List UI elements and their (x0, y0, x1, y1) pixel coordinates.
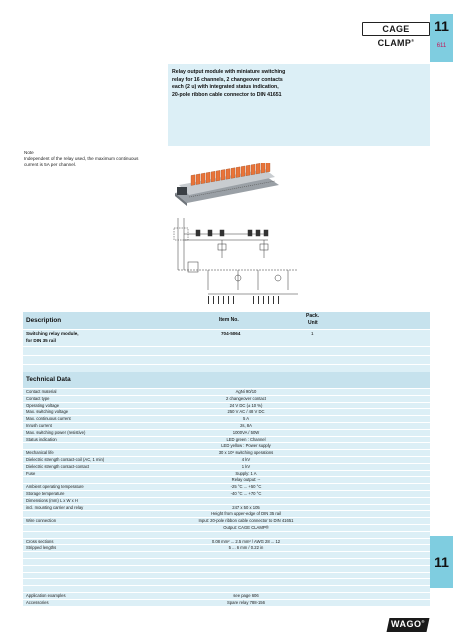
chapter-tab (430, 14, 453, 62)
spec-label: Inrush current (26, 422, 52, 428)
table-row (23, 442, 430, 449)
table-row (23, 449, 430, 456)
spec-value: LED yellow : Power supply (221, 443, 271, 449)
table-row (23, 422, 430, 429)
circuit-schematic (168, 210, 318, 308)
spec-value: -40 °C ... +70 °C (230, 490, 262, 496)
spec-label: Status indication (26, 436, 57, 442)
table-row (23, 531, 430, 538)
table-row (23, 415, 430, 422)
pack-unit-header-line1: Pack. (306, 313, 320, 319)
table-row (23, 504, 430, 511)
spec-label: Dielectric strength contact-coil (AC, 1 min) (26, 456, 105, 462)
spec-value: Spare relay 788-156 (227, 599, 265, 605)
spec-value: Output: CAGE CLAMP® (223, 524, 269, 530)
pack-unit: 1 (311, 331, 314, 336)
description-header: Description (26, 317, 62, 324)
technical-data-rows (23, 388, 430, 606)
note-heading: Note (24, 150, 34, 155)
spec-value: 2s, 8A (240, 422, 252, 428)
spec-label: Stripped lengths (26, 545, 57, 551)
note-line: current is 5A per channel. (24, 162, 77, 167)
title-line: Relay output module with miniature switching (172, 69, 286, 75)
page-number: 611 (436, 43, 447, 49)
note-block (24, 150, 164, 168)
technical-data-title: Technical Data (26, 376, 71, 383)
item-number: 704-5064 (221, 331, 241, 336)
spec-value: Relay output: -- (231, 477, 261, 483)
description-line: Switching relay module, (26, 331, 79, 336)
spec-label: Dielectric strength contact-contact (26, 463, 90, 469)
spec-value: Input: 20-pole ribbon cable connector to DIN 41651 (198, 518, 294, 524)
spec-value: 250 V AC / 48 V DC (227, 409, 265, 415)
table-row (23, 463, 430, 470)
spec-label: Storage temperature (26, 490, 65, 496)
table-row (23, 497, 430, 504)
table-row (23, 388, 430, 395)
table-row (23, 402, 430, 409)
spec-label: Cross sections (26, 538, 54, 544)
brand-mark: ® (411, 38, 415, 43)
technical-data-header (23, 372, 430, 388)
spec-value: 5 A (242, 416, 250, 422)
spec-label: Wire connection (26, 518, 57, 524)
spec-value: 1 kV (241, 463, 251, 469)
spec-label: Max. continuous current (26, 416, 71, 422)
product-title (172, 69, 372, 99)
table-row (23, 565, 430, 572)
spec-label: Contact type (26, 395, 50, 401)
brand-label (362, 22, 430, 48)
spec-label: Contact material (26, 389, 57, 394)
table-row (23, 408, 430, 415)
table-row (23, 585, 430, 592)
item-number-header: Item No. (219, 317, 239, 323)
table-row (23, 544, 430, 551)
spec-value: AgNi 90/10 (235, 389, 257, 394)
product-title-box (168, 64, 430, 146)
chapter-number: 11 (434, 18, 449, 34)
wago-logo-text (390, 619, 426, 629)
description-line: for DIN 35 rail (26, 338, 56, 343)
pack-unit-header-line2: Unit (308, 320, 318, 326)
spec-value: 2 changeover contact (225, 395, 267, 401)
spec-label: Fuse (26, 470, 36, 476)
spec-label: Operating voltage (26, 402, 60, 408)
spec-label: Application examples (26, 592, 66, 598)
table-row (23, 490, 430, 497)
table-row (23, 436, 430, 443)
spec-value: -25 °C ... +50 °C (230, 484, 262, 490)
table-row (23, 429, 430, 436)
spec-value: LED green : Channel (226, 436, 266, 442)
note-line: Independent of the relay used, the maximum continuous (24, 156, 139, 161)
table-row (23, 572, 430, 579)
table-row (23, 524, 430, 531)
table-row (23, 483, 430, 490)
table-row (23, 599, 430, 606)
spec-value: Supply: 1 A (235, 470, 257, 476)
product-image (171, 163, 281, 207)
table-row (23, 517, 430, 524)
spec-label: Dimensions (mm) L x W x H (26, 497, 78, 503)
table-row (23, 538, 430, 545)
spec-value: 24 V DC (± 10 %) (229, 402, 263, 408)
spec-value: 5 ... 6 mm / 0.22 in (228, 545, 264, 551)
title-line: 20-pole ribbon cable connector to DIN 41651 (172, 91, 282, 98)
table-row (23, 476, 430, 483)
spec-value: 1000VA / 50W (232, 429, 260, 435)
spec-label: Max. switching power (resistive) (26, 429, 86, 435)
logo-text: WAGO (391, 619, 422, 629)
technical-data-table (23, 372, 430, 606)
spec-value: 4 kV (241, 456, 251, 462)
table-row (23, 456, 430, 463)
spec-value: see page 606 (233, 592, 259, 598)
order-table (23, 312, 430, 373)
spec-label: Accessories (26, 599, 49, 605)
spec-value: 247 x 50 x 105 (232, 504, 260, 510)
chapter-side-tab (430, 536, 453, 588)
table-row (23, 355, 430, 364)
title-line: relay for 16 channels, 2 changeover contacts (172, 76, 283, 83)
table-row (23, 510, 430, 517)
spec-value: 0.08 mm² ... 2.5 mm² / AWG 28 ... 12 (211, 538, 281, 544)
spec-label: Ambient operating temperature (26, 484, 84, 490)
table-row (23, 329, 430, 346)
table-row (23, 592, 430, 599)
brand-text: CAGE CLAMP (377, 24, 412, 48)
table-row (23, 470, 430, 477)
logo-mark: ® (421, 619, 425, 624)
spec-label: Max. switching voltage (26, 409, 69, 415)
side-chapter-number: 11 (434, 554, 449, 570)
spec-value: Height from upper-edge of DIN 35 rail (211, 511, 281, 517)
title-line: each (2 u) with integrated status indication, (172, 84, 279, 91)
table-row (23, 551, 430, 558)
table-row (23, 558, 430, 565)
order-table-header (23, 312, 430, 329)
spec-value: 30 x 10⁶ switching operations (218, 450, 274, 456)
table-row (23, 346, 430, 355)
table-row (23, 578, 430, 585)
spec-label: incl. mounting carrier and relay (26, 504, 84, 510)
table-row (23, 395, 430, 402)
spec-label: Mechanical life (26, 450, 54, 456)
